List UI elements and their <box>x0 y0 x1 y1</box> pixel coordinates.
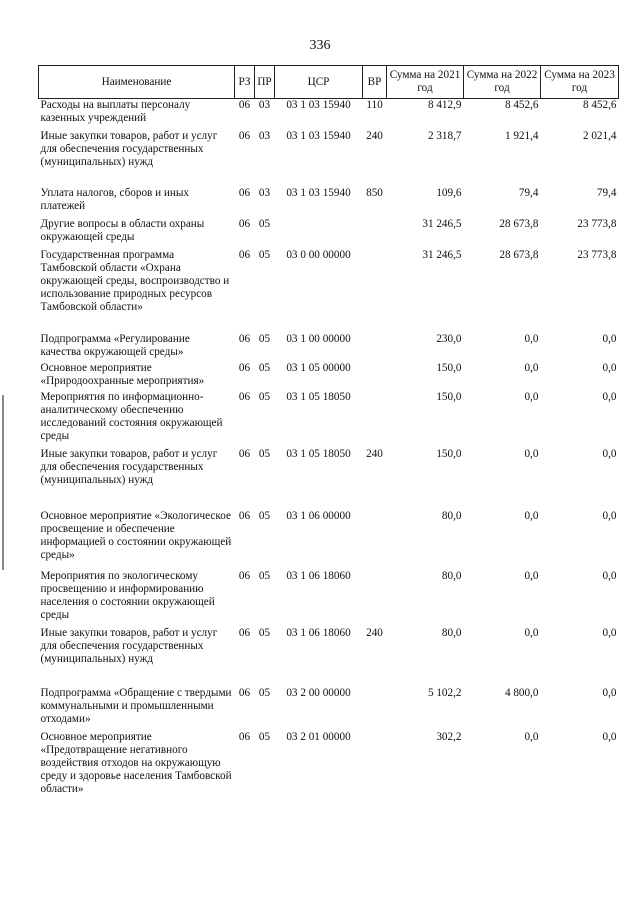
row-vr: 240 <box>366 448 383 460</box>
row-sum-2022: 79,4 <box>518 187 539 199</box>
row-sum-2023: 0,0 <box>602 731 617 743</box>
row-rz: 06 <box>238 510 251 522</box>
row-vr <box>363 510 387 570</box>
row-pr: 03 <box>258 187 271 199</box>
header-sum-2023: Сумма на 2023 год <box>541 66 619 99</box>
row-sum-2021: 31 246,5 <box>422 218 462 230</box>
row-vr <box>363 218 387 249</box>
row-pr: 05 <box>258 249 271 261</box>
row-vr <box>363 570 387 627</box>
row-sum-2023: 0,0 <box>602 362 617 374</box>
row-sum-2022: 0,0 <box>524 570 539 582</box>
row-vr: 240 <box>366 130 383 142</box>
row-sum-2022: 8 452,6 <box>504 99 539 111</box>
header-name: Наименование <box>39 66 235 99</box>
row-csr: 03 1 06 00000 <box>286 510 351 522</box>
row-sum-2023: 0,0 <box>602 391 617 403</box>
row-rz: 06 <box>238 362 251 374</box>
row-rz: 06 <box>238 249 251 261</box>
row-pr: 05 <box>258 570 271 582</box>
row-vr <box>363 731 387 806</box>
row-vr <box>363 333 387 362</box>
row-rz: 06 <box>238 187 251 199</box>
row-csr: 03 2 00 00000 <box>286 687 351 699</box>
row-sum-2021: 5 102,2 <box>427 687 462 699</box>
row-name: Иные закупки товаров, работ и услуг для обеспечения государственных (муниципальных) нужд <box>40 627 218 665</box>
row-sum-2023: 2 021,4 <box>582 130 617 142</box>
row-pr: 05 <box>258 448 271 460</box>
row-sum-2021: 2 318,7 <box>427 130 462 142</box>
row-name: Иные закупки товаров, работ и услуг для обеспечения государственных (муниципальных) нужд <box>40 130 218 168</box>
table-row <box>39 218 619 249</box>
row-sum-2023: 23 773,8 <box>577 218 617 230</box>
header-pr: ПР <box>255 66 275 99</box>
row-sum-2021: 8 412,9 <box>427 99 462 111</box>
row-csr: 03 1 05 18050 <box>286 391 351 403</box>
row-csr: 03 1 03 15940 <box>286 187 351 199</box>
row-sum-2023: 23 773,8 <box>577 249 617 261</box>
row-name: Основное мероприятие «Природоохранные мероприятия» <box>40 362 205 387</box>
row-name: Подпрограмма «Обращение с твердыми коммунальными и промышленными отходами» <box>40 687 232 725</box>
row-rz: 06 <box>238 731 251 743</box>
row-name: Подпрограмма «Регулирование качества окружающей среды» <box>40 333 190 358</box>
row-sum-2022: 28 673,8 <box>499 218 539 230</box>
row-rz: 06 <box>238 448 251 460</box>
row-vr <box>363 687 387 731</box>
row-sum-2022: 1 921,4 <box>504 130 539 142</box>
row-sum-2021: 80,0 <box>441 627 462 639</box>
row-sum-2021: 150,0 <box>436 391 462 403</box>
row-pr: 05 <box>258 333 271 345</box>
row-sum-2021: 109,6 <box>436 187 462 199</box>
header-vr: ВР <box>363 66 387 99</box>
page-number: 336 <box>309 38 331 53</box>
row-csr <box>275 218 363 249</box>
row-name: Уплата налогов, сборов и иных платежей <box>40 187 190 212</box>
table-header <box>39 66 619 99</box>
row-sum-2023: 0,0 <box>602 510 617 522</box>
row-csr: 03 1 03 15940 <box>286 130 351 142</box>
row-name: Основное мероприятие «Экологическое просвещение и обеспечение информацией о состоянии окружающей среды» <box>40 510 232 561</box>
row-rz: 06 <box>238 391 251 403</box>
row-csr: 03 1 03 15940 <box>286 99 351 111</box>
table-row <box>39 448 619 510</box>
table-row <box>39 687 619 731</box>
row-sum-2023: 0,0 <box>602 687 617 699</box>
table-row <box>39 249 619 333</box>
table-row <box>39 130 619 187</box>
row-sum-2021: 80,0 <box>441 570 462 582</box>
row-name: Расходы на выплаты персоналу казенных учреждений <box>40 99 191 124</box>
row-csr: 03 1 00 00000 <box>286 333 351 345</box>
row-sum-2022: 4 800,0 <box>504 687 539 699</box>
row-pr: 05 <box>258 362 271 374</box>
row-rz: 06 <box>238 687 251 699</box>
row-pr: 05 <box>258 731 271 743</box>
row-name: Другие вопросы в области охраны окружающей среды <box>40 218 205 243</box>
row-vr <box>363 362 387 391</box>
row-rz: 06 <box>238 130 251 142</box>
row-name: Мероприятия по информационно-аналитическому обеспечению исследований состояния окружающей среды <box>40 391 223 442</box>
row-sum-2021: 150,0 <box>436 448 462 460</box>
table-row <box>39 333 619 362</box>
row-sum-2021: 302,2 <box>436 731 462 743</box>
row-sum-2022: 0,0 <box>524 510 539 522</box>
row-pr: 05 <box>258 218 271 230</box>
row-pr: 03 <box>258 130 271 142</box>
table-row <box>39 510 619 570</box>
row-pr: 05 <box>258 687 271 699</box>
table-row <box>39 731 619 806</box>
row-sum-2023: 0,0 <box>602 570 617 582</box>
row-pr: 05 <box>258 510 271 522</box>
header-rz: РЗ <box>235 66 255 99</box>
table-row <box>39 627 619 687</box>
table-row <box>39 187 619 218</box>
header-sum-2022: Сумма на 2022 год <box>464 66 541 99</box>
row-rz: 06 <box>238 99 251 111</box>
row-sum-2023: 0,0 <box>602 448 617 460</box>
row-sum-2023: 0,0 <box>602 627 617 639</box>
row-pr: 03 <box>258 99 271 111</box>
row-sum-2022: 0,0 <box>524 731 539 743</box>
row-name: Государственная программа Тамбовской области «Охрана окружающей среды, воспроизводство и использование природных ресурсов Тамбовской области» <box>40 249 230 313</box>
row-sum-2023: 8 452,6 <box>582 99 617 111</box>
row-sum-2021: 230,0 <box>436 333 462 345</box>
row-sum-2022: 0,0 <box>524 448 539 460</box>
header-sum-2021: Сумма на 2021 год <box>387 66 464 99</box>
header-csr: ЦСР <box>275 66 363 99</box>
row-csr: 03 0 00 00000 <box>286 249 351 261</box>
row-pr: 05 <box>258 627 271 639</box>
row-name: Основное мероприятие «Предотвращение негативного воздействия отходов на окружающую среду и здоровье населения Тамбовской области» <box>40 731 232 795</box>
row-sum-2021: 150,0 <box>436 362 462 374</box>
row-vr: 850 <box>366 187 383 199</box>
row-sum-2021: 31 246,5 <box>422 249 462 261</box>
row-name: Иные закупки товаров, работ и услуг для обеспечения государственных (муниципальных) нужд <box>40 448 218 486</box>
row-csr: 03 1 06 18060 <box>286 570 351 582</box>
row-sum-2022: 28 673,8 <box>499 249 539 261</box>
table-row <box>39 391 619 448</box>
row-vr <box>363 249 387 333</box>
row-sum-2022: 0,0 <box>524 333 539 345</box>
row-sum-2022: 0,0 <box>524 362 539 374</box>
row-rz: 06 <box>238 570 251 582</box>
table-body <box>39 99 619 807</box>
budget-table <box>38 65 619 806</box>
row-rz: 06 <box>238 333 251 345</box>
row-csr: 03 1 05 00000 <box>286 362 351 374</box>
table-row <box>39 570 619 627</box>
row-rz: 06 <box>238 627 251 639</box>
row-csr: 03 2 01 00000 <box>286 731 351 743</box>
row-csr: 03 1 05 18050 <box>286 448 351 460</box>
table-row <box>39 99 619 131</box>
row-name: Мероприятия по экологическому просвещению и информированию населения о состоянии окружающей среды <box>40 570 215 621</box>
row-sum-2021: 80,0 <box>441 510 462 522</box>
scan-edge-mark <box>2 395 4 570</box>
table-row <box>39 362 619 391</box>
row-sum-2022: 0,0 <box>524 391 539 403</box>
row-sum-2023: 0,0 <box>602 333 617 345</box>
row-csr: 03 1 06 18060 <box>286 627 351 639</box>
row-pr: 05 <box>258 391 271 403</box>
row-vr: 240 <box>366 627 383 639</box>
row-sum-2022: 0,0 <box>524 627 539 639</box>
row-vr <box>363 391 387 448</box>
row-sum-2023: 79,4 <box>596 187 617 199</box>
row-vr: 110 <box>366 99 383 111</box>
row-rz: 06 <box>238 218 251 230</box>
